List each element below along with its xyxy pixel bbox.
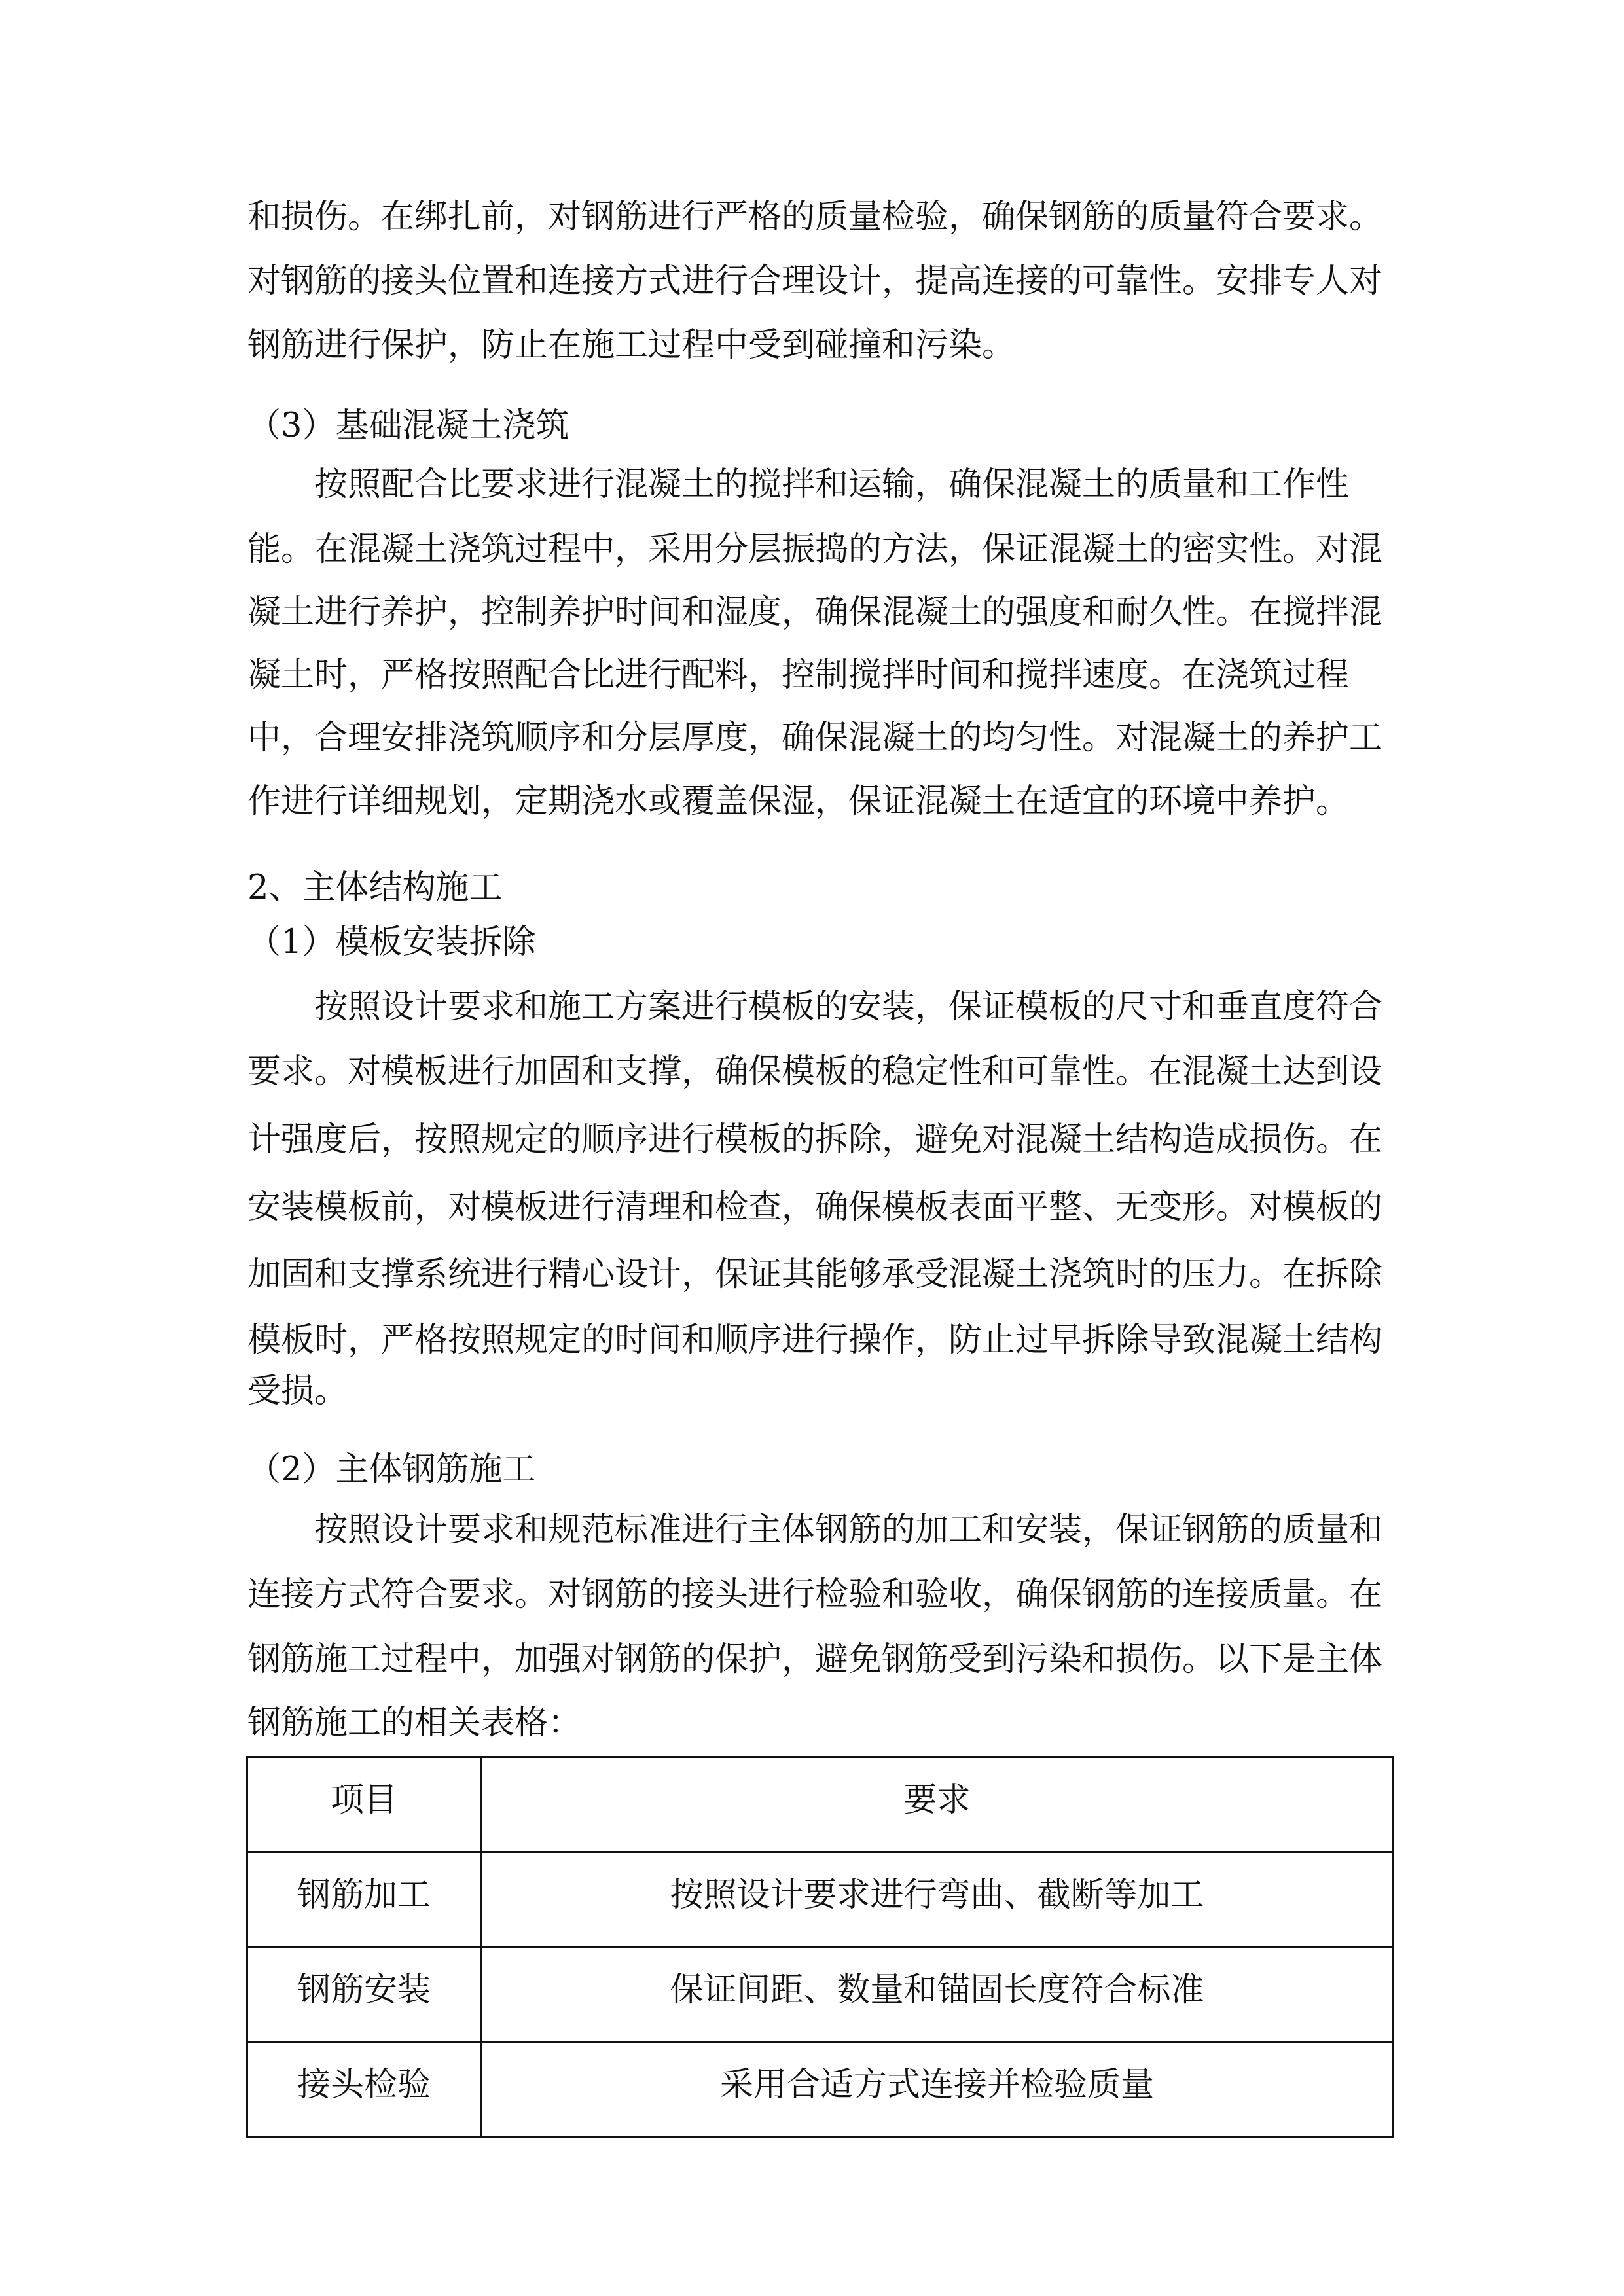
table-row — [247, 1947, 1394, 2042]
header-item: 项目 — [247, 1757, 481, 1852]
text-line: 凝土时，严格按照配合比进行配料，控制搅拌时间和搅拌速度。在浇筑过程 — [247, 656, 1350, 694]
header-requirement: 要求 — [481, 1757, 1394, 1852]
text-line: 钢筋施工的相关表格： — [247, 1704, 582, 1742]
cell-requirement: 按照设计要求进行弯曲、截断等加工 — [481, 1852, 1394, 1947]
text-line: 要求。对模板进行加固和支撑，确保模板的稳定性和可靠性。在混凝土达到设 — [247, 1052, 1383, 1091]
text-line: 凝土进行养护，控制养护时间和湿度，确保混凝土的强度和耐久性。在搅拌混 — [247, 593, 1383, 632]
section-heading-main-structure: 2、主体结构施工 — [247, 869, 503, 907]
text-line: 按照设计要求和施工方案进行模板的安装，保证模板的尺寸和垂直度符合 — [314, 988, 1383, 1026]
cell-requirement: 采用合适方式连接并检验质量 — [481, 2042, 1394, 2137]
text-line: 计强度后，按照规定的顺序进行模板的拆除，避免对混凝土结构造成损伤。在 — [247, 1121, 1383, 1159]
text-line: 按照配合比要求进行混凝土的搅拌和运输，确保混凝土的质量和工作性 — [314, 465, 1350, 504]
table-row — [247, 1852, 1394, 1947]
cell-item: 钢筋安装 — [247, 1947, 481, 2042]
text-line: 和损伤。在绑扎前，对钢筋进行严格的质量检验，确保钢筋的质量符合要求。 — [247, 198, 1383, 236]
text-line: 钢筋进行保护，防止在施工过程中受到碰撞和污染。 — [247, 326, 1016, 365]
subheading-foundation-concrete: （3）基础混凝土浇筑 — [247, 406, 569, 445]
table-header-row — [247, 1757, 1394, 1852]
cell-requirement: 保证间距、数量和锚固长度符合标准 — [481, 1947, 1394, 2042]
text-line: 作进行详细规划，定期浇水或覆盖保湿，保证混凝土在适宜的环境中养护。 — [247, 782, 1350, 821]
cell-item: 钢筋加工 — [247, 1852, 481, 1947]
subheading-formwork: （1）模板安装拆除 — [247, 923, 536, 961]
cell-item: 接头检验 — [247, 2042, 481, 2137]
rebar-requirements-table — [246, 1756, 1394, 2138]
text-line: 按照设计要求和规范标准进行主体钢筋的加工和安装，保证钢筋的质量和 — [314, 1511, 1383, 1549]
text-line: 中，合理安排浇筑顺序和分层厚度，确保混凝土的均匀性。对混凝土的养护工 — [247, 719, 1383, 757]
text-line: 连接方式符合要求。对钢筋的接头进行检验和验收，确保钢筋的连接质量。在 — [247, 1575, 1383, 1614]
text-line: 受损。 — [247, 1372, 348, 1410]
table-row — [247, 2042, 1394, 2137]
text-line: 模板时，严格按照规定的时间和顺序进行操作，防止过早拆除导致混凝土结构 — [247, 1321, 1383, 1359]
text-line: 对钢筋的接头位置和连接方式进行合理设计，提高连接的可靠性。安排专人对 — [247, 262, 1383, 300]
text-line: 加固和支撑系统进行精心设计，保证其能够承受混凝土浇筑时的压力。在拆除 — [247, 1255, 1383, 1294]
text-line: 能。在混凝土浇筑过程中，采用分层振捣的方法，保证混凝土的密实性。对混 — [247, 530, 1383, 569]
subheading-main-rebar: （2）主体钢筋施工 — [247, 1450, 536, 1489]
text-line: 安装模板前，对模板进行清理和检查，确保模板表面平整、无变形。对模板的 — [247, 1188, 1383, 1227]
text-line: 钢筋施工过程中，加强对钢筋的保护，避免钢筋受到污染和损伤。以下是主体 — [247, 1640, 1383, 1679]
